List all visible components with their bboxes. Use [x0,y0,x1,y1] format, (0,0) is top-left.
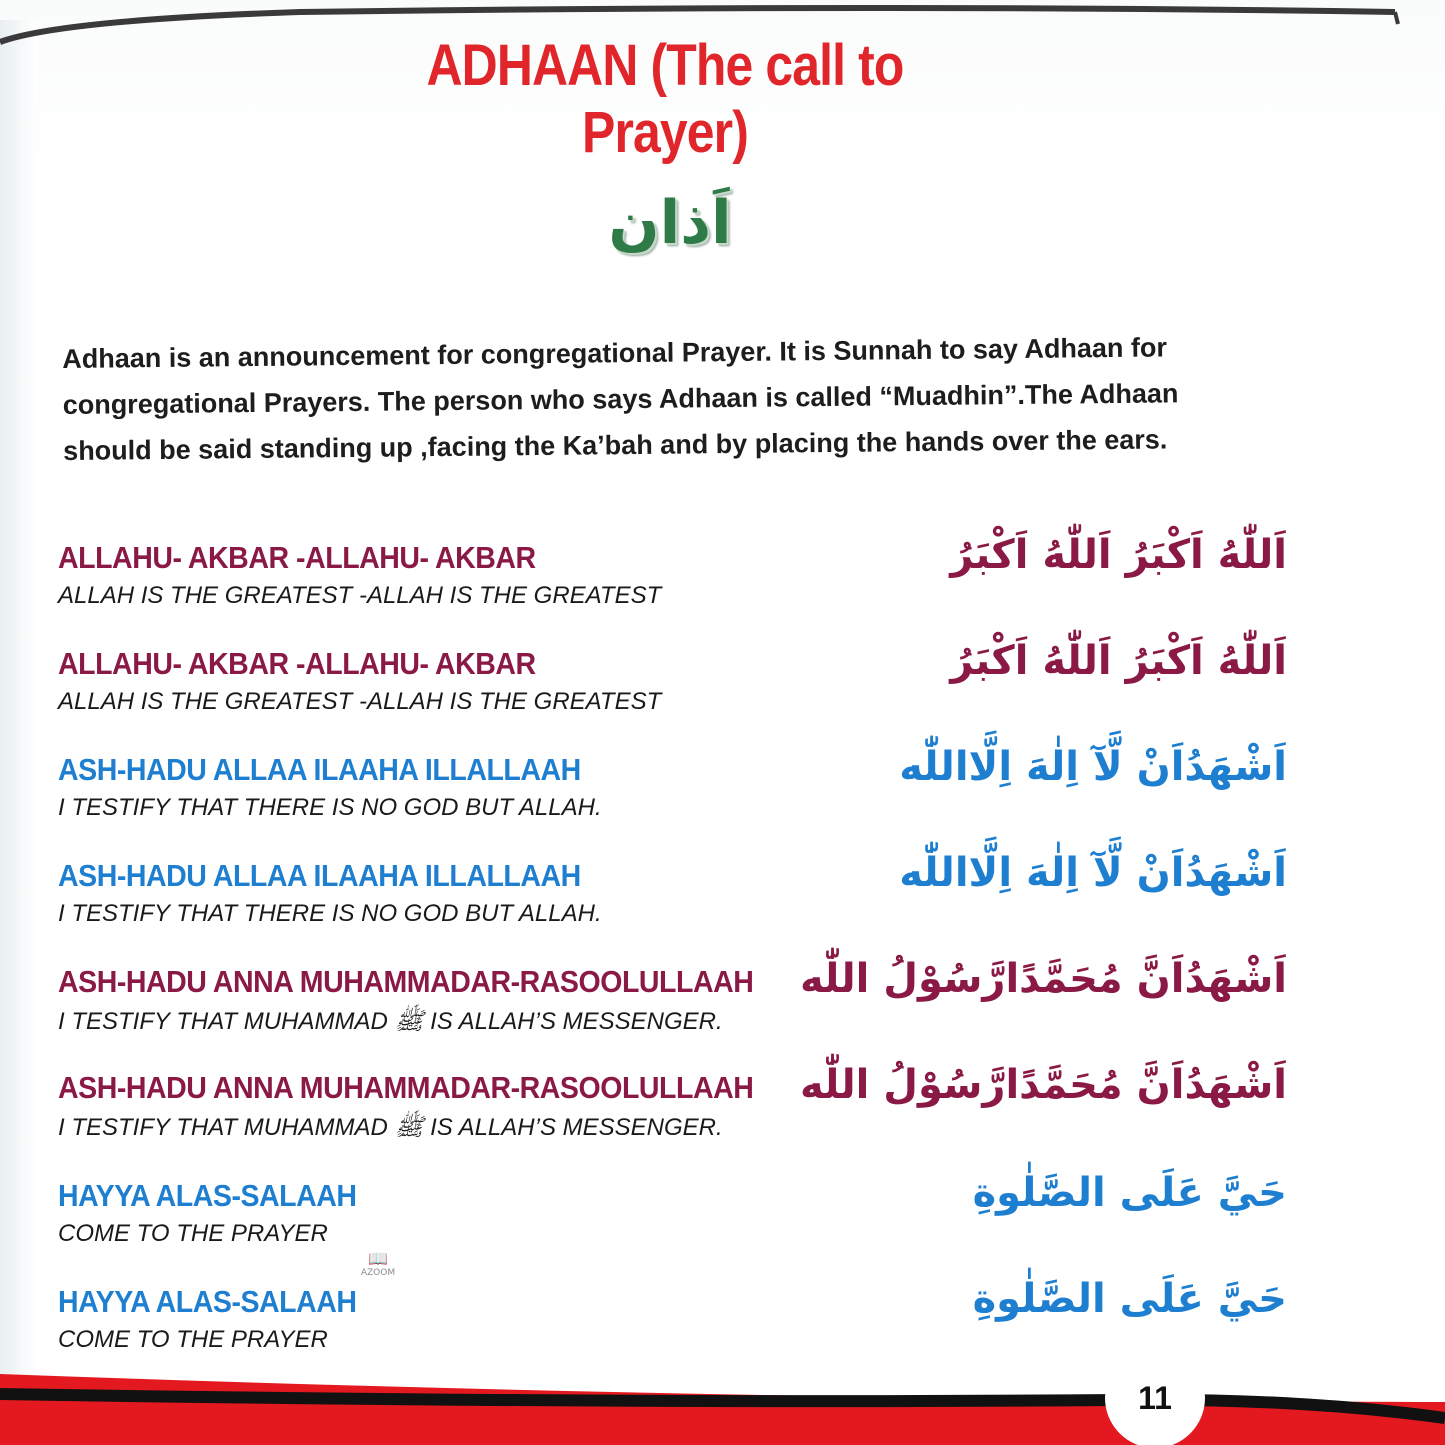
phrase-row [0,638,1445,746]
phrase-row [0,744,1445,852]
phrase-arabic: حَيَّ عَلَى الصَّلٰوةِ [972,1170,1287,1216]
phrase-meaning: COME TO THE PRAYER [58,1220,328,1247]
phrase-arabic: اَللّٰهُ اَكْبَرُ اَللّٰهُ اَكْبَرُ [950,532,1287,578]
phrase-row [0,956,1445,1064]
phrase-row [0,532,1445,640]
watermark [358,1250,398,1278]
phrase-row [0,1170,1445,1278]
phrase-transliteration: ASH-HADU ALLAA ILAAHA ILLALLAAH [58,752,581,787]
phrase-row [0,1062,1445,1170]
bottom-red-band [0,1360,1445,1445]
phrase-transliteration: HAYYA ALAS-SALAAH [58,1284,357,1319]
phrase-meaning: ALLAH IS THE GREATEST -ALLAH IS THE GREATEST [58,688,662,715]
phrase-meaning: I TESTIFY THAT MUHAMMAD ﷺ IS ALLAH’S MESSENGER. [58,1008,723,1035]
book-icon: 📖 [368,1249,388,1268]
intro-line: Adhaan is an announcement for congregational Prayer. It is Sunnah to say Adhaan for [62,332,1168,374]
phrase-arabic: اَللّٰهُ اَكْبَرُ اَللّٰهُ اَكْبَرُ [950,638,1287,684]
watermark-text: AZOOM [360,1268,396,1278]
phrase-meaning: I TESTIFY THAT THERE IS NO GOD BUT ALLAH. [58,794,602,821]
page-title: ADHAAN (The call to Prayer) [426,33,904,165]
phrase-transliteration: HAYYA ALAS-SALAAH [58,1178,357,1213]
phrase-arabic: اَشْهَدُاَنْ لَّآ اِلٰهَ اِلَّااللّٰه [899,850,1287,896]
phrase-row [0,850,1445,958]
phrase-arabic: اَشْهَدُاَنْ لَّآ اِلٰهَ اِلَّااللّٰه [899,744,1287,790]
phrase-meaning: COME TO THE PRAYER [58,1326,328,1353]
intro-paragraph [62,324,1223,474]
phrase-meaning: I TESTIFY THAT MUHAMMAD ﷺ IS ALLAH’S MESSENGER. [58,1114,723,1141]
phrase-transliteration: ALLAHU- AKBAR -ALLAHU- AKBAR [58,540,536,575]
phrase-transliteration: ASH-HADU ALLAA ILAAHA ILLALLAAH [58,858,581,893]
phrase-arabic: اَشْهَدُاَنَّ مُحَمَّدًارَّسُوْلُ اللّٰه [800,1062,1287,1108]
phrase-meaning: I TESTIFY THAT THERE IS NO GOD BUT ALLAH. [58,900,602,927]
phrase-arabic: اَشْهَدُاَنَّ مُحَمَّدًارَّسُوْلُ اللّٰه [800,956,1287,1002]
phrase-meaning: ALLAH IS THE GREATEST -ALLAH IS THE GREATEST [58,582,662,609]
phrase-arabic: حَيَّ عَلَى الصَّلٰوةِ [972,1276,1287,1322]
page-number: 11 [1138,1380,1172,1416]
intro-line: congregational Prayers. The person who says Adhaan is called “Muadhin”.The Adhaan [62,378,1179,420]
phrase-transliteration: ASH-HADU ANNA MUHAMMADAR-RASOOLULLAAH [58,964,754,999]
intro-line: should be said standing up ,facing the Ka’bah and by placing the hands over the ears. [63,424,1168,466]
phrase-transliteration: ALLAHU- AKBAR -ALLAHU- AKBAR [58,646,536,681]
arabic-heading: اَذان [608,188,732,258]
phrase-transliteration: ASH-HADU ANNA MUHAMMADAR-RASOOLULLAAH [58,1070,754,1105]
